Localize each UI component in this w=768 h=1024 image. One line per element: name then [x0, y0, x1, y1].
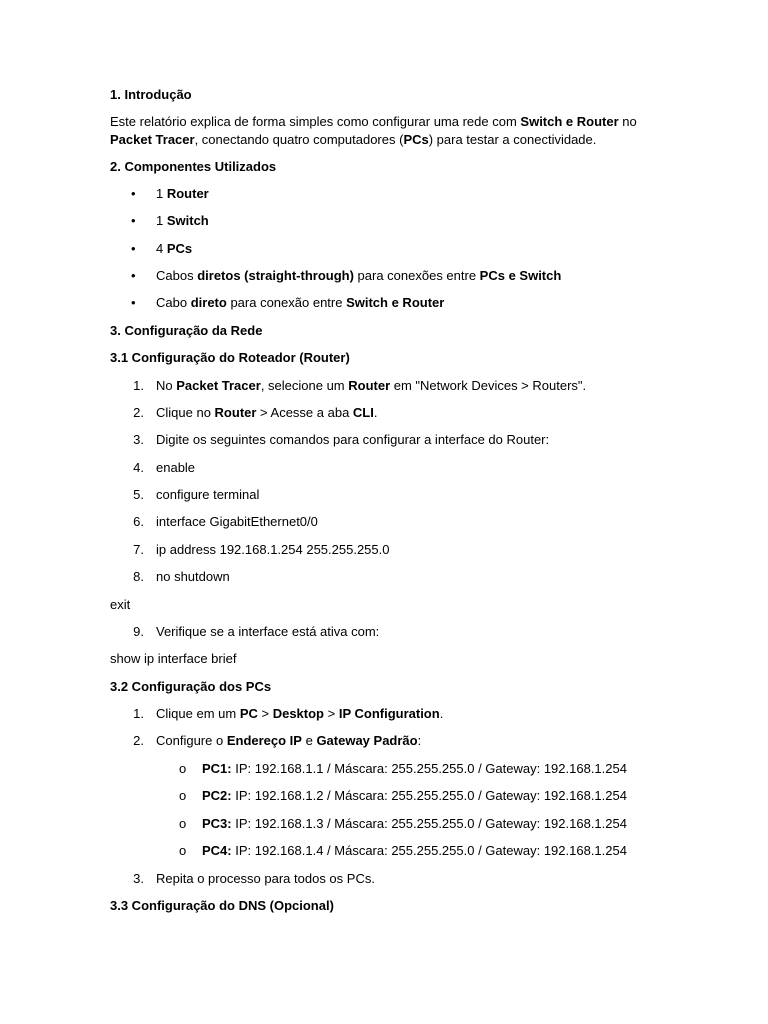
intro-text-1: Este relatório explica de forma simples como configurar uma rede com: [110, 114, 521, 129]
item-text: para conexões entre: [353, 268, 480, 283]
pc-name: PC2:: [202, 788, 232, 803]
step-text: No: [156, 378, 177, 393]
sub-bullet-icon: o: [179, 816, 187, 831]
step-number: 7.: [133, 542, 144, 557]
intro-bold-switch-router: Switch e Router: [520, 114, 619, 129]
item-bold: direto: [190, 295, 227, 310]
item-bold: Router: [166, 186, 209, 201]
step-text: no shutdown: [156, 569, 230, 584]
router-heading: 3.1 Configuração do Roteador (Router): [110, 350, 350, 365]
step-number: 3.: [133, 871, 144, 886]
step-number: 8.: [133, 569, 144, 584]
item-bold: PCs: [166, 241, 193, 256]
intro-heading: 1. Introdução: [110, 87, 192, 102]
bullet-icon: •: [131, 241, 136, 256]
step-text: em "Network Devices > Routers".: [390, 378, 587, 393]
step-bold: Endereço IP: [226, 733, 302, 748]
item-text: 4: [156, 241, 167, 256]
step-text: Clique no: [156, 405, 215, 420]
intro-text-3: , conectando quatro computadores (: [194, 132, 404, 147]
pc-info: IP: 192.168.1.2 / Máscara: 255.255.255.0 / Gateway: 192.168.1.254: [231, 788, 627, 803]
step-text: ip address 192.168.1.254 255.255.255.0: [156, 542, 390, 557]
bullet-icon: •: [131, 295, 136, 310]
pc-info: IP: 192.168.1.4 / Máscara: 255.255.255.0 / Gateway: 192.168.1.254: [231, 843, 627, 858]
step-text: >: [257, 706, 273, 721]
step-bold: PC: [239, 706, 258, 721]
sub-bullet-icon: o: [179, 843, 187, 858]
step-text: Verifique se a interface está ativa com:: [156, 624, 380, 639]
item-bold: PCs e Switch: [479, 268, 562, 283]
pcs-heading: 3.2 Configuração dos PCs: [110, 679, 272, 694]
step-number: 1.: [133, 378, 144, 393]
step-text: .: [373, 405, 378, 420]
step-text: .: [439, 706, 444, 721]
step-text: Configure o: [156, 733, 227, 748]
sub-bullet-icon: o: [179, 788, 187, 803]
bullet-icon: •: [131, 268, 136, 283]
step-bold: Packet Tracer: [176, 378, 261, 393]
show-command: show ip interface brief: [110, 651, 237, 666]
step-number: 2.: [133, 405, 144, 420]
step-text: configure terminal: [156, 487, 260, 502]
bullet-icon: •: [131, 186, 136, 201]
intro-bold-pcs: PCs: [403, 132, 429, 147]
pc-name: PC4:: [202, 843, 232, 858]
dns-heading: 3.3 Configuração do DNS (Opcional): [110, 898, 334, 913]
step-bold: Router: [214, 405, 257, 420]
step-text: , selecione um: [260, 378, 349, 393]
step-number: 3.: [133, 432, 144, 447]
step-bold: Desktop: [272, 706, 324, 721]
bullet-icon: •: [131, 213, 136, 228]
step-text: :: [417, 733, 422, 748]
pc-info: IP: 192.168.1.1 / Máscara: 255.255.255.0 / Gateway: 192.168.1.254: [231, 761, 627, 776]
step-number: 1.: [133, 706, 144, 721]
step-text: interface GigabitEthernet0/0: [156, 514, 318, 529]
step-text: Digite os seguintes comandos para configurar a interface do Router:: [156, 432, 550, 447]
step-bold: CLI: [352, 405, 374, 420]
components-heading: 2. Componentes Utilizados: [110, 159, 277, 174]
config-heading: 3. Configuração da Rede: [110, 323, 263, 338]
pc-info: IP: 192.168.1.3 / Máscara: 255.255.255.0 / Gateway: 192.168.1.254: [231, 816, 627, 831]
step-text: Clique em um: [156, 706, 240, 721]
item-text: Cabos: [156, 268, 198, 283]
pc-name: PC1:: [202, 761, 232, 776]
item-text: 1: [156, 186, 167, 201]
step-bold: Router: [348, 378, 391, 393]
step-text: >: [324, 706, 339, 721]
item-bold: Switch e Router: [346, 295, 445, 310]
item-text: Cabo: [156, 295, 191, 310]
step-number: 9.: [133, 624, 144, 639]
item-text: para conexão entre: [226, 295, 347, 310]
step-text: enable: [156, 460, 196, 475]
step-text: Repita o processo para todos os PCs.: [156, 871, 375, 886]
step-bold: IP Configuration: [338, 706, 440, 721]
step-number: 6.: [133, 514, 144, 529]
exit-command: exit: [110, 597, 131, 612]
intro-bold-packet-tracer: Packet Tracer: [110, 132, 195, 147]
item-bold: diretos (straight-through): [197, 268, 354, 283]
step-number: 4.: [133, 460, 144, 475]
sub-bullet-icon: o: [179, 761, 187, 776]
item-bold: Switch: [166, 213, 209, 228]
intro-text-2: no: [618, 114, 637, 129]
step-number: 2.: [133, 733, 144, 748]
intro-text-4: ) para testar a conectividade.: [428, 132, 597, 147]
item-text: 1: [156, 213, 167, 228]
step-number: 5.: [133, 487, 144, 502]
step-text: e: [301, 733, 317, 748]
step-bold: Gateway Padrão: [316, 733, 418, 748]
pc-name: PC3:: [202, 816, 232, 831]
step-text: > Acesse a aba: [256, 405, 353, 420]
